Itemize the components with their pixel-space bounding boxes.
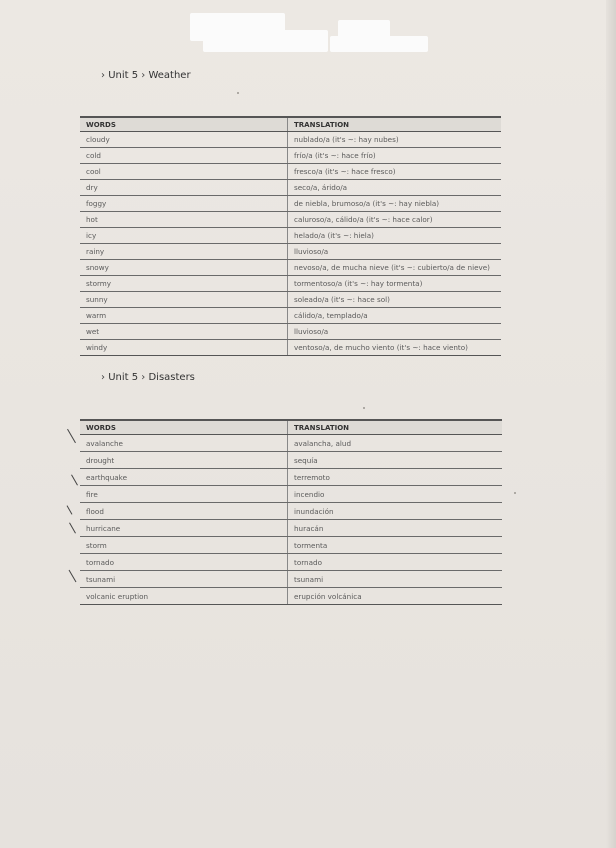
word-cell: foggy <box>80 196 288 212</box>
word-cell: cold <box>80 148 288 164</box>
table-row <box>80 292 501 308</box>
translation-cell: inundación <box>288 503 503 520</box>
table-row <box>80 588 502 605</box>
disasters-vocabulary-table <box>80 419 502 605</box>
word-cell: stormy <box>80 276 288 292</box>
word-cell: drought <box>80 452 288 469</box>
translation-column-header: TRANSLATION <box>288 117 502 132</box>
table-row <box>80 435 502 452</box>
word-cell: rainy <box>80 244 288 260</box>
words-column-header: WORDS <box>80 117 288 132</box>
translation-cell: sequía <box>288 452 503 469</box>
translation-cell: helado/a (it's ~: hiela) <box>288 228 502 244</box>
table-row <box>80 537 502 554</box>
word-cell: hot <box>80 212 288 228</box>
table-row <box>80 520 502 537</box>
translation-cell: avalancha, alud <box>288 435 503 452</box>
table-row <box>80 164 501 180</box>
translation-cell: fresco/a (it's ~: hace fresco) <box>288 164 502 180</box>
table-row <box>80 503 502 520</box>
redacted-header-block <box>330 36 428 52</box>
word-cell: wet <box>80 324 288 340</box>
chevron-right-icon: › <box>141 372 146 383</box>
table-row <box>80 228 501 244</box>
translation-cell: caluroso/a, cálido/a (it's ~: hace calor) <box>288 212 502 228</box>
word-cell: sunny <box>80 292 288 308</box>
table-row <box>80 276 501 292</box>
weather-vocabulary-table <box>80 116 501 356</box>
translation-cell: tormenta <box>288 537 503 554</box>
translation-cell: ventoso/a, de mucho viento (it's ~: hace viento) <box>288 340 502 356</box>
breadcrumb-topic: Weather <box>148 70 191 81</box>
translation-cell: frío/a (it's ~: hace frío) <box>288 148 502 164</box>
table-row <box>80 324 501 340</box>
translation-column-header: TRANSLATION <box>288 420 503 435</box>
translation-cell: seco/a, árido/a <box>288 180 502 196</box>
translation-cell: tornado <box>288 554 503 571</box>
chevron-right-icon: › <box>101 70 105 81</box>
word-cell: dry <box>80 180 288 196</box>
word-cell: volcanic eruption <box>80 588 288 605</box>
table-row <box>80 132 501 148</box>
word-cell: warm <box>80 308 288 324</box>
table-row <box>80 554 502 571</box>
word-cell: cool <box>80 164 288 180</box>
word-cell: storm <box>80 537 288 554</box>
translation-cell: lluvioso/a <box>288 244 502 260</box>
words-column-header: WORDS <box>80 420 288 435</box>
table-row <box>80 486 502 503</box>
chevron-right-icon: › <box>101 372 105 383</box>
word-cell: icy <box>80 228 288 244</box>
translation-cell: incendio <box>288 486 503 503</box>
breadcrumb-unit: Unit 5 <box>108 372 139 383</box>
word-cell: tornado <box>80 554 288 571</box>
breadcrumb-topic: Disasters <box>148 372 195 383</box>
table-row <box>80 340 501 356</box>
table-row <box>80 260 501 276</box>
redacted-header-block <box>203 30 328 52</box>
translation-cell: de niebla, brumoso/a (it's ~: hay niebla) <box>288 196 502 212</box>
page-edge-shadow <box>606 0 616 848</box>
translation-cell: cálido/a, templado/a <box>288 308 502 324</box>
translation-cell: huracán <box>288 520 503 537</box>
table-header-row <box>80 420 502 435</box>
word-cell: snowy <box>80 260 288 276</box>
word-cell: hurricane <box>80 520 288 537</box>
table-row <box>80 308 501 324</box>
table-row <box>80 452 502 469</box>
translation-cell: erupción volcánica <box>288 588 503 605</box>
table-row <box>80 148 501 164</box>
translation-cell: soleado/a (it's ~: hace sol) <box>288 292 502 308</box>
word-cell: earthquake <box>80 469 288 486</box>
breadcrumb-weather <box>101 70 191 81</box>
scan-speck <box>363 407 365 409</box>
translation-cell: terremoto <box>288 469 503 486</box>
table-row <box>80 571 502 588</box>
word-cell: fire <box>80 486 288 503</box>
table-header-row <box>80 117 501 132</box>
table-row <box>80 469 502 486</box>
translation-cell: tormentoso/a (it's ~: hay tormenta) <box>288 276 502 292</box>
table-row <box>80 244 501 260</box>
word-cell: cloudy <box>80 132 288 148</box>
word-cell: avalanche <box>80 435 288 452</box>
translation-cell: nevoso/a, de mucha nieve (it's ~: cubierto/a de nieve) <box>288 260 502 276</box>
breadcrumb-disasters <box>101 372 195 383</box>
breadcrumb-unit: Unit 5 <box>108 70 139 81</box>
scan-speck <box>514 492 516 494</box>
word-cell: windy <box>80 340 288 356</box>
word-cell: tsunami <box>80 571 288 588</box>
scan-speck <box>237 92 239 94</box>
table-row <box>80 196 501 212</box>
table-row <box>80 180 501 196</box>
translation-cell: lluvioso/a <box>288 324 502 340</box>
word-cell: flood <box>80 503 288 520</box>
translation-cell: tsunami <box>288 571 503 588</box>
translation-cell: nublado/a (it's ~: hay nubes) <box>288 132 502 148</box>
table-row <box>80 212 501 228</box>
chevron-right-icon: › <box>141 70 146 81</box>
